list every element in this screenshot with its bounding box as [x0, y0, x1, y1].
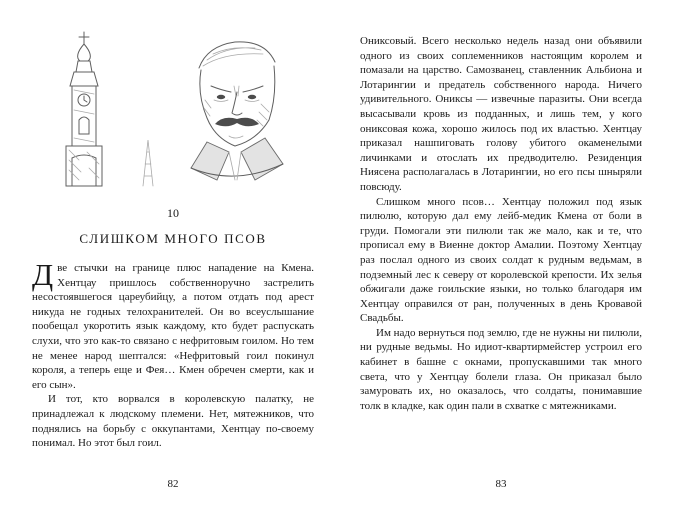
- right-page: [360, 0, 642, 506]
- body-paragraph: Ониксовый. Всего несколько недель назад они объявили одного из своих соплеменников настоящим королем и помазали на царство. Самозванец, ставленник Альбиона и Лотарингии и предатель собственного народа. Ничего удивительного. Ониксы — извечные паразиты. Они всегда высасывали кровь из подданных, и лишь тем, у кого ониксовая кожа, хорошо жилось под их властью. Хентцау приказал нашпиговать голову убитого окаменелыми личинками и отослать их предводителю. Резиденция Ниясена располагалась в Лотарингии, но его псы шныряли повсюду.: [360, 35, 642, 193]
- body-paragraph: Слишком много псов… Хентцау положил под язык пилюлю, которую дал ему лейб-медик Кмена от боли в груди. Помогали эти пилюли так же мало, как и те, что прописал ему в Виенне доктор Амалии. Поэтому Хентцау раз послал одного из своих солдат к рудным ведьмам, в подземный лес к северу от королевской крепости. Их зелья обжигали даже гоильские языки, но только благодаря им Хентцау оправился от ран, полученных в день Кровавой Свадьбы.: [360, 195, 642, 325]
- portrait-sketch: [191, 42, 283, 180]
- right-page-paragraphs: [360, 34, 642, 413]
- opening-paragraph-text: ве стычки на границе плюс нападение на Кмена. Хентцау пришлось собственноручно застрелить несостоявшегося цареубийцу, а потом отдать под арест никуда не годных телохранителей. Он во всеуслышание пообещал укоротить язык каждому, кто будет распускать слухи, что это как-то связано с нефритовым гоилом. Но тем не менее народ шептался: «Нефритовый гоил покинул короля, а теперь еще и Фея… Кмен обречен смерти, как и его сын».: [32, 262, 314, 391]
- page-number-left: 82: [167, 478, 179, 490]
- chapter-illustration-svg: [39, 28, 307, 190]
- chapter-illustration: [32, 28, 314, 190]
- chapter-title: СЛИШКОМ МНОГО ПСОВ: [79, 231, 267, 246]
- body-paragraph: И тот, кто ворвался в королевскую палатку, не принадлежал к людскому племени. Нет, мятежников, что поднялись на борьбу с оккупантами, Хентцау по-своему понимал. Но этот был гоил.: [32, 393, 314, 450]
- distant-spire-sketch: [143, 140, 153, 186]
- tower-sketch: [66, 32, 102, 186]
- body-paragraph: Им надо вернуться под землю, где не нужны ни пилюли, ни рудные ведьмы. Но идиот-квартирмейстер устроил его кабинет в башне с окнами, пропускавшими так много света, что у Хентцау болели глаза. Он приказал было замуровать их, но оказалось, что солдаты, понимавшие толк в кладке, как один пали в схватке с мятежниками.: [360, 326, 642, 412]
- drop-cap: Д: [32, 257, 54, 292]
- chapter-number: 10: [167, 206, 179, 220]
- left-page: [32, 0, 314, 506]
- page-number-right: 83: [495, 478, 507, 490]
- opening-paragraph: [32, 257, 314, 392]
- left-page-paragraphs: [32, 392, 314, 450]
